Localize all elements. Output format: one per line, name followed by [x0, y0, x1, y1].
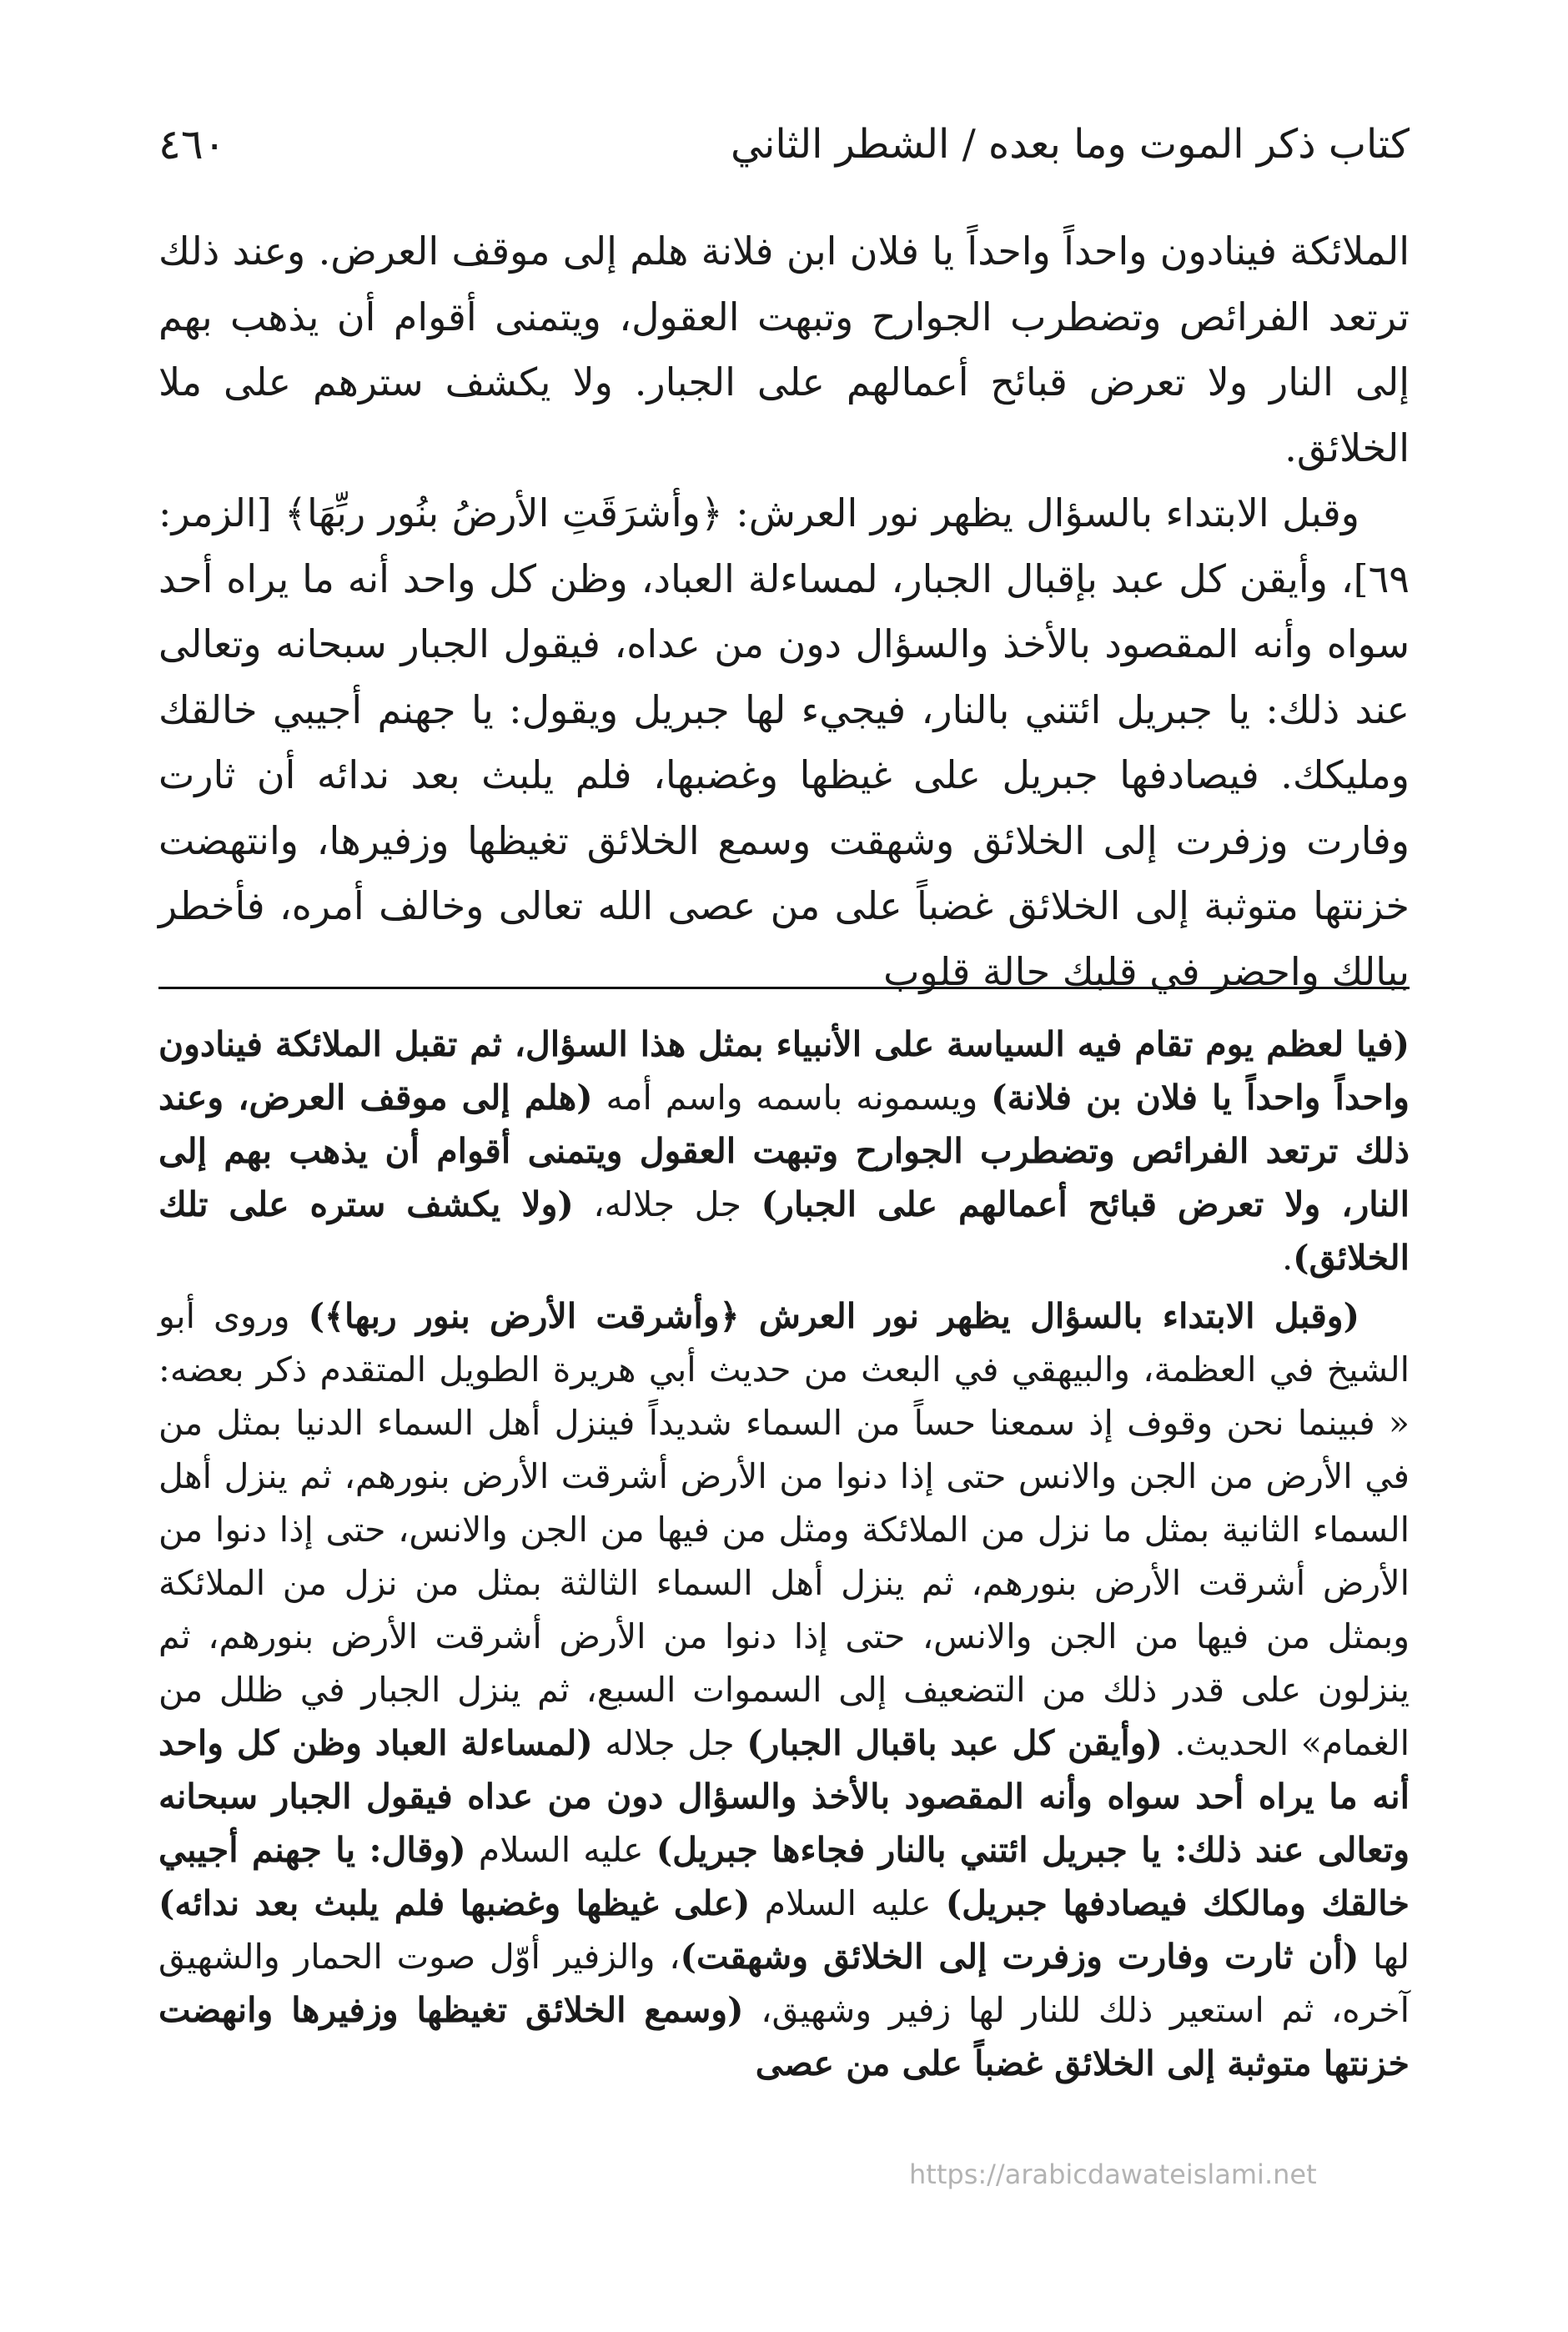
watermark-url: https://arabicdawateislami.net — [909, 2159, 1317, 2190]
running-title: كتاب ذكر الموت وما بعده / الشطر الثاني — [731, 121, 1410, 168]
main-paragraph-2: وقبل الابتداء بالسؤال يظهر نور العرش: ﴿وأشرَقَتِ الأرضُ بنُور ربِّهَا﴾ [الزمر: ٦٩]، وأيقن كل عبد بإقبال الجبار، لمساءلة العباد، وظن كل واحد أنه ما يراه أحد سواه وأنه المقصود بالأخذ والسؤال دون من عداه، فيقول الجبار سبحانه وتعالى عند ذلك: يا جبريل ائتني بالنار، فيجيء لها جبريل ويقول: يا جهنم أجيبي خالقك ومليكك. فيصادفها جبريل على غيظها وغضبها، فلم يلبث بعد ندائه أن ثارت وفارت وزفرت إلى الخلائق وشهقت وسمع الخلائق تغيظها وزفيرها، وانتهضت خزنتها متوثبة إلى الخلائق غضباً على من عصى الله تعالى وخالف أمره، فأخطر ببالك واحضر في قلبك حالة قلوب — [158, 490, 1410, 994]
page-header — [158, 98, 1410, 190]
quoted-text: (أن ثارت وفارت وزفرت إلى الخلائق وشهقت) — [680, 1937, 1359, 1977]
commentary-paragraph-2 — [158, 1289, 1410, 2090]
commentary-text: . — [1282, 1238, 1294, 1278]
main-paragraph-1: الملائكة فينادون واحداً واحداً يا فلان ابن فلانة هلم إلى موقف العرض. وعند ذلك ترتعد الفرائص وتضطرب الجوارح وتبهت العقول، ويتمنى أقوام أن يذهب بهم إلى النار ولا تعرض قبائح أعمالهم على الجبار. ولا يكشف سترهم على ملا الخلائق. — [158, 229, 1410, 470]
main-text — [158, 219, 1410, 1004]
quoted-text: (وقال: يا جهنم أجيبي خالقك ومالكك فيصادفها جبريل) — [158, 1830, 1410, 1923]
commentary-text: عليه السلام — [465, 1830, 656, 1870]
quoted-text: (وأيقن كل عبد باقبال الجبار) — [746, 1723, 1163, 1763]
commentary-paragraph-1 — [158, 1018, 1410, 1284]
commentary-section — [158, 1018, 1410, 2090]
quoted-text: (على غيظها وغضبها فلم يلبث بعد ندائه) — [158, 1883, 751, 1923]
quoted-text: (وقبل الابتداء بالسؤال يظهر نور العرش ﴿وأشرقت الأرض بنور ربها﴾) — [308, 1296, 1360, 1336]
quoted-text: (هلم إلى موقف العرض، وعند ذلك ترتعد الفرائص وتضطرب الجوارح وتبهت العقول ويتمنى أقوام أن يذهب بهم إلى النار، ولا تعرض قبائح أعمالهم على الجبار) — [158, 1078, 1410, 1224]
quoted-text: (ولا يكشف ستره على تلك الخلائق) — [158, 1184, 1410, 1278]
commentary-text: ويسمونه باسمه واسم أمه — [592, 1078, 992, 1118]
commentary-text: جل جلاله — [592, 1723, 747, 1763]
commentary-text: ، والزفير أوّل صوت الحمار والشهيق آخره، ثم استعير ذلك للنار لها زفير وشهيق، — [158, 1937, 1410, 2030]
quoted-text: (لمساءلة العباد وظن كل واحد أنه ما يراه أحد سواه وأنه المقصود بالأخذ والسؤال دون من عداه فيقول الجبار سبحانه وتعالى عند ذلك: يا جبريل ائتني بالنار فجاءها جبريل) — [158, 1723, 1410, 1870]
commentary-text: عليه السلام — [750, 1883, 946, 1923]
page-number: ٤٦٠ — [158, 120, 226, 168]
quoted-text: (فيا لعظم يوم تقام فيه السياسة على الأنبياء بمثل هذا السؤال، ثم تقبل الملائكة فينادون واحداً واحداً يا فلان بن فلانة) — [158, 1024, 1410, 1118]
commentary-text: لها — [1359, 1937, 1410, 1977]
commentary-text: وروى أبو الشيخ في العظمة، والبيهقي في البعث من حديث أبي هريرة الطويل المتقدم ذكر بعضه: « فبينما نحن وقوف إذ سمعنا حساً من السماء شديداً فينزل أهل السماء الدنيا بمثل من في الأرض من الجن والانس حتى إذا دنوا من الأرض أشرقت الأرض بنورهم، ثم ينزل أهل السماء الثانية بمثل ما نزل من الملائكة ومثل من فيها من الجن والانس، حتى إذا دنوا من الأرض أشرقت الأرض بنورهم، ثم ينزل أهل السماء الثالثة بمثل من نزل من الملائكة وبمثل من فيها من الجن والانس، حتى إذا دنوا من الأرض أشرقت الأرض بنورهم، ثم ينزلون على قدر ذلك من التضعيف إلى السموات السبع، ثم ينزل الجبار في ظلل من الغمام» الحديث. — [158, 1296, 1410, 1763]
quoted-text: (وسمع الخلائق تغيظها وزفيرها وانهضت خزنتها متوثبة إلى الخلائق غضباً على من عصى — [158, 1990, 1410, 2083]
footnote-divider — [158, 987, 1410, 989]
commentary-text: جل جلاله، — [573, 1184, 761, 1224]
